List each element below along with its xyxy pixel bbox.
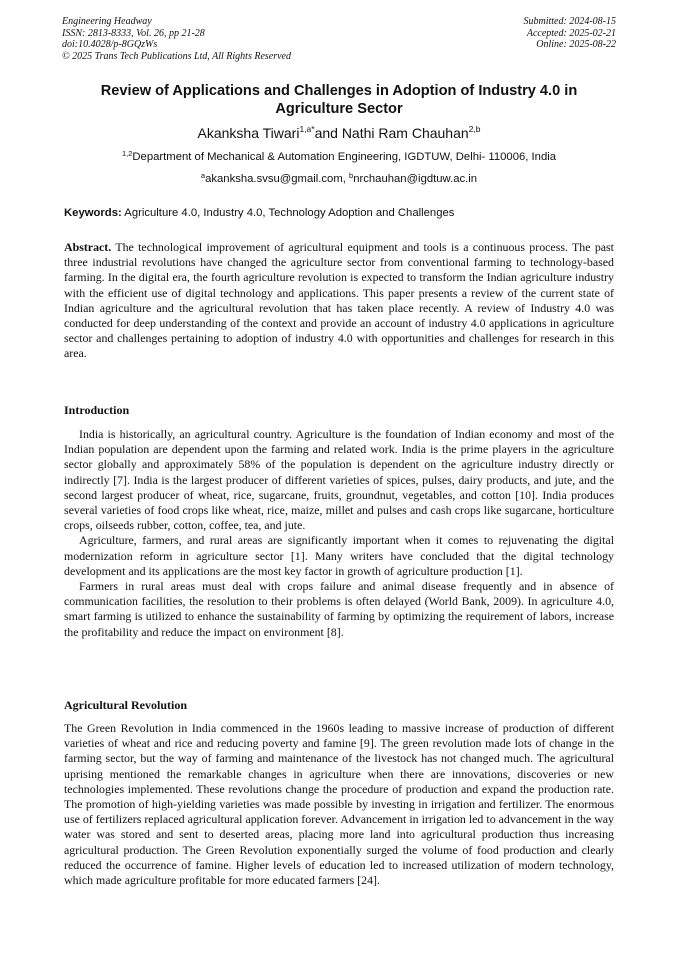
author-2-superscript: 2,b [468,124,481,134]
email-a-superscript: a [200,171,206,180]
intro-paragraph-2: Agriculture, farmers, and rural areas are significantly important when it comes to rejuvenating the digital modernization reform in agriculture sector [1]. Many writers have concluded that the digital technology development and its applications are the most key factor in growth of agriculture production [1]. [64,533,614,578]
author-2: Nathi Ram Chauhan [341,125,469,141]
intro-paragraph-1: India is historically, an agricultural country. Agriculture is the foundation of Indian economy and most of the Indian population are dependent upon the farming and related work. India is the prime players in the agriculture sector globally and approximately 58% of the population is dependent on the agriculture industry directly or indirectly [7]. India is the largest producer of different varieties of spices, pulses, dairy products, and jute, and the second largest producer of wheat, rice, sugarcane, fruits, groundnut, vegetables, and cotton [10]. India produces several varieties of food crops like wheat, rice, maize, millet and pulses and cash crops like sugarcane, horticulture crops, oilseeds rubber, cotton, coffee, tea, and jute. [64,427,614,533]
keywords-text: Agriculture 4.0, Industry 4.0, Technology Adoption and Challenges [121,207,455,219]
affiliation-superscript: 1,2 [121,149,133,158]
keywords [64,206,616,220]
journal-info [62,16,291,62]
online-date: Online: 2025-08-22 [536,39,616,51]
email-a[interactable]: akanksha.svsu@gmail.com [205,173,343,185]
publication-dates [524,16,617,51]
abstract-text: The technological improvement of agricultural equipment and tools is a continuous process. The past three industrial revolutions have changed the agriculture sector from conventional farming to technology-based farming. In the digital era, the fourth agriculture revolution is expected to transform the Indian agriculture industry with the efficient use of digital technology and applications. This paper presents a review of the current state of Indian agriculture and the agricultural revolution that has taken place recently. A review of Industry 4.0 was conducted for deep understanding of the context and provide an account of industry 4.0 applications in agriculture sector and challenges pertaining to adoption of industry 4.0 with opportunities and challenges for research in this area. [64,240,614,361]
submitted-date: Submitted: 2024-08-15 [523,16,616,27]
paper-title: Review of Applications and Challenges in Adoption of Industry 4.0 in Agriculture Sector [100,83,578,117]
affiliation-text: Department of Mechanical & Automation Engineering, IGDTUW, Delhi- 110006, India [132,151,557,163]
issn-line: ISSN: 2813-8333, Vol. 26, pp 21-28 [62,27,205,39]
agricultural-revolution-heading: Agricultural Revolution [64,698,187,712]
affiliation [62,150,616,164]
accepted-date: Accepted: 2025-02-21 [526,27,616,39]
email-b-superscript: b [349,171,354,180]
introduction-heading: Introduction [64,403,130,417]
intro-paragraph-3: Farmers in rural areas must deal with crops failure and animal disease frequently and in absence of communication facilities, the resolution to their problems is often delayed (World Bank, 2009). In agriculture 4.0, smart farming is utilized to enhance the sustainability of farming by optimizing the requirement of labors, increase the profitability and reduce the impact on environment [8]. [64,579,614,639]
abstract-label: Abstract. [64,240,112,254]
keywords-label: Keywords: [64,207,122,219]
author-1-superscript: 1,a* [299,124,315,134]
email-b[interactable]: nrchauhan@igdtuw.ac.in [353,173,478,185]
email-separator: , [342,173,350,185]
author-emails [62,172,616,186]
author-1: Akanksha Tiwari [197,125,300,141]
agricultural-revolution-paragraph: The Green Revolution in India commenced in the 1960s leading to massive increase of production of different varieties of wheat and rice and reducing poverty and famine [9]. The green revolution made lots of change in the farming sector, but the way of farming and maintenance of the livestock has not changed much. The agricultural uprising mentioned the remarkable changes in agriculture when there are innovations, discoveries or new technologies implemented. These revolutions change the procedure of production and expand the production rate. The promotion of high-yielding varieties was made possible by investing in irrigation and fertilizer. The enormous use of fertilizers replaced agricultural application forever. Advancement in irrigation led to advancement in the way water was stored and sent to deserted areas, placing more land into agricultural production thus increasing agricultural production. The Green Revolution exponentially surged the volume of food production and clearly reduced the occurrence of famine. Higher levels of education led to increased utilization of modern technology, which made agriculture profitable for more educated farmers [24]. [64,721,614,888]
doi-line: doi:10.4028/p-8GQzWs [62,39,158,51]
introduction-body [64,427,614,640]
author-conjunction: and [314,125,342,141]
journal-name: Engineering Headway [62,16,152,27]
copyright-line: © 2025 Trans Tech Publications Ltd, All Rights Reserved [62,50,291,62]
author-line [62,124,616,142]
abstract [64,240,614,362]
